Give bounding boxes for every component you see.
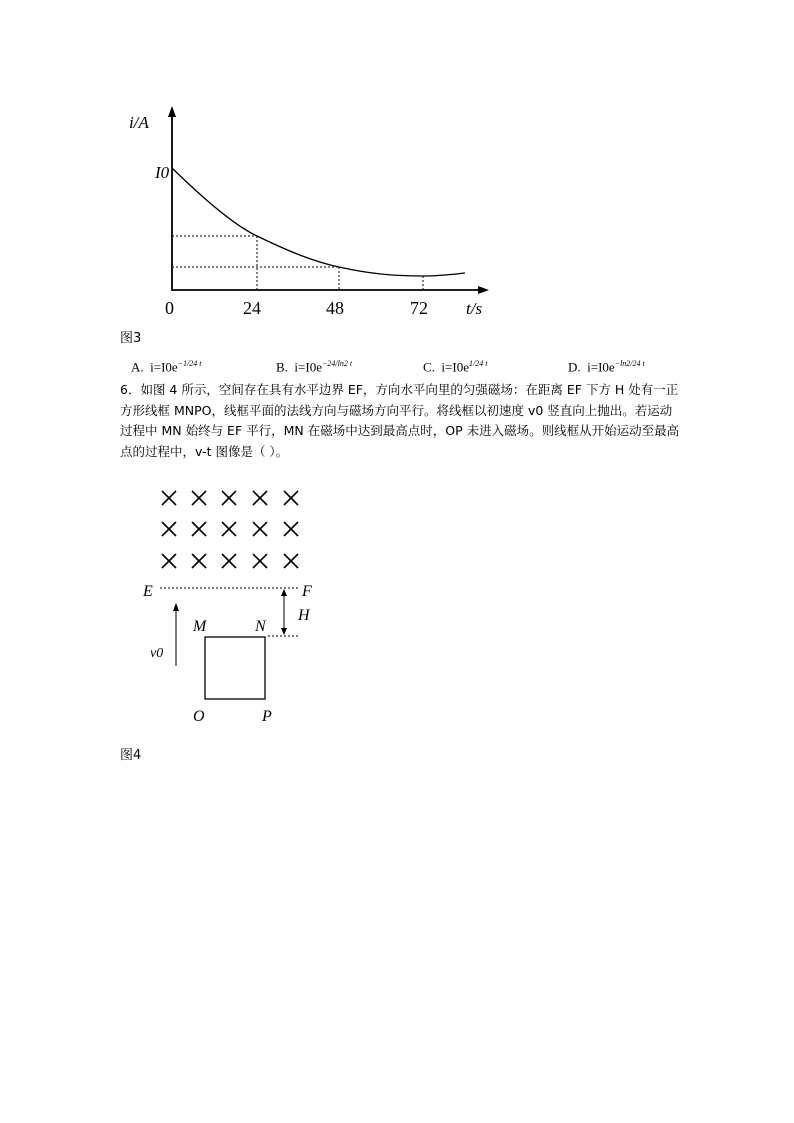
figure-4-caption: 图4 bbox=[120, 748, 142, 763]
field-cross-icon bbox=[253, 491, 267, 505]
h-arrow-down-icon bbox=[281, 628, 287, 635]
label-n: N bbox=[255, 618, 266, 635]
field-cross-icon bbox=[162, 491, 176, 505]
figure-3-current-graph bbox=[0, 0, 794, 340]
field-cross-icon bbox=[222, 491, 236, 505]
question-6-text: 6．如图 4 所示，空间存在具有水平边界 EF，方向水平向里的匀强磁场：在距离 EF 下方 H 处有一正方形线框 MNPO，线框平面的法线方向与磁场方向平行。将线框以初速度 v0 竖直向上抛出。若运动过程中 MN 始终与 EF 平行，MN 在磁场中达到最高点时，OP 未进入磁场。则线框从开始运动至最高点的过程中，v-t 图像是（ ）。 bbox=[120, 382, 680, 459]
label-p: P bbox=[262, 708, 272, 725]
option-formula: i=I0e bbox=[587, 359, 615, 375]
option-c[interactable] bbox=[423, 359, 487, 375]
field-cross-icon bbox=[253, 522, 267, 536]
option-exponent: 1/24 t bbox=[468, 359, 488, 368]
y-axis-label: i/A bbox=[129, 113, 149, 132]
x-tick-label: 0 bbox=[165, 298, 174, 318]
option-letter: C. bbox=[423, 359, 435, 375]
label-m: M bbox=[193, 618, 207, 635]
field-cross-icon bbox=[253, 554, 267, 568]
velocity-arrow-head-icon bbox=[173, 603, 179, 611]
x-axis-label: t/s bbox=[466, 299, 483, 318]
x-axis-arrow-icon bbox=[478, 286, 489, 294]
field-cross-icon bbox=[192, 554, 206, 568]
option-formula: i=I0e bbox=[294, 359, 322, 375]
guide-lines bbox=[172, 236, 423, 290]
magnetic-field-crosses bbox=[162, 491, 298, 568]
label-h: H bbox=[298, 607, 310, 624]
figure-4-magnetic-field-diagram bbox=[0, 480, 794, 730]
field-cross-icon bbox=[192, 522, 206, 536]
field-cross-icon bbox=[284, 491, 298, 505]
h-arrow-up-icon bbox=[281, 589, 287, 596]
y-axis-arrow-icon bbox=[168, 106, 176, 117]
option-b[interactable] bbox=[276, 359, 352, 375]
field-cross-icon bbox=[162, 522, 176, 536]
square-frame-mnpo bbox=[205, 637, 265, 699]
figure-3-caption: 图3 bbox=[120, 331, 142, 346]
option-formula: i=I0e bbox=[441, 359, 469, 375]
i0-label: I0 bbox=[155, 163, 170, 182]
option-letter: D. bbox=[568, 359, 581, 375]
label-o: O bbox=[193, 708, 205, 725]
option-exponent: −1/24 t bbox=[177, 359, 202, 368]
x-tick-label: 48 bbox=[326, 298, 344, 318]
field-cross-icon bbox=[222, 554, 236, 568]
field-cross-icon bbox=[192, 491, 206, 505]
label-e: E bbox=[143, 583, 153, 600]
field-cross-icon bbox=[222, 522, 236, 536]
option-letter: B. bbox=[276, 359, 288, 375]
option-a[interactable] bbox=[131, 359, 202, 375]
option-exponent: −ln2/24 t bbox=[614, 359, 645, 368]
label-v0: v0 bbox=[150, 646, 164, 661]
decay-curve bbox=[172, 168, 465, 276]
field-cross-icon bbox=[284, 554, 298, 568]
label-f: F bbox=[302, 583, 312, 600]
option-formula: i=I0e bbox=[150, 359, 178, 375]
x-tick-label: 24 bbox=[243, 298, 261, 318]
option-exponent: −24/ln2 t bbox=[321, 359, 353, 368]
option-d[interactable] bbox=[568, 359, 645, 375]
field-cross-icon bbox=[162, 554, 176, 568]
field-cross-icon bbox=[284, 522, 298, 536]
option-letter: A. bbox=[131, 359, 144, 375]
x-tick-label: 72 bbox=[410, 298, 428, 318]
